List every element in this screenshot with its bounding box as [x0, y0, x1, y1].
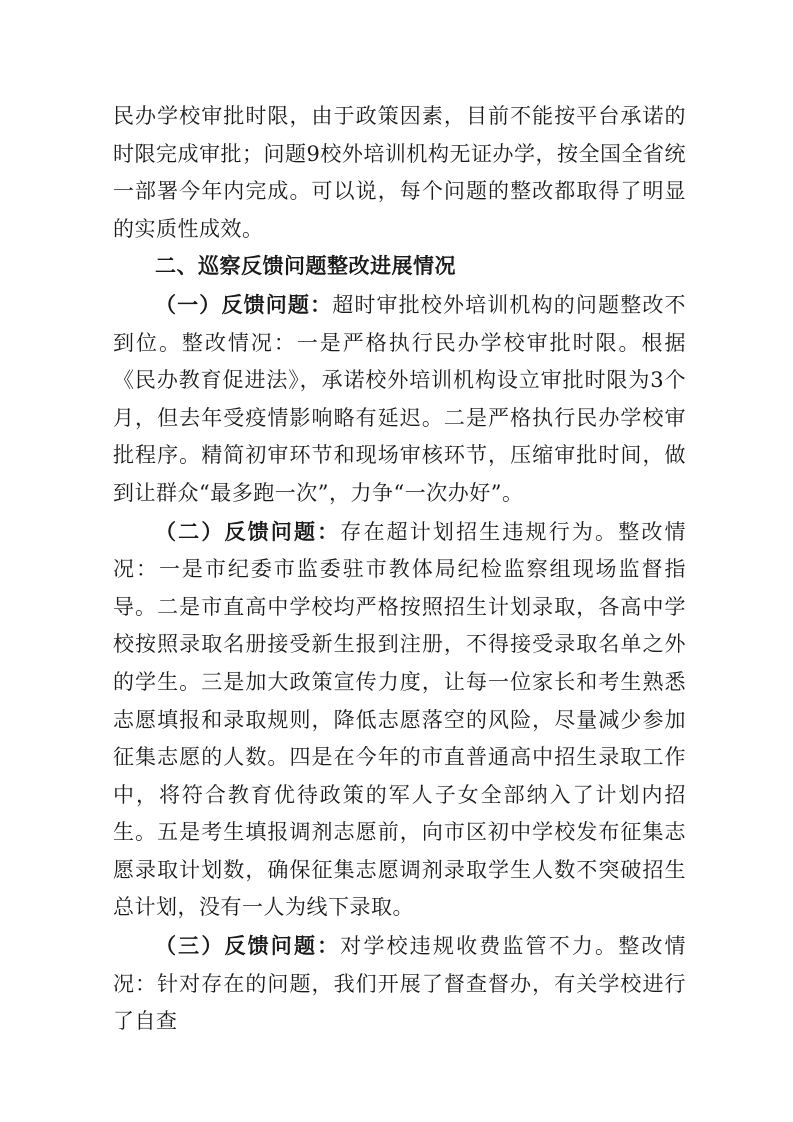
- item-1-lead: （一）反馈问题：: [155, 291, 333, 317]
- paragraph-continuation: 民办学校审批时限，由于政策因素，目前不能按平台承诺的时限完成审批；问题9校外培训机构无证办学，按全国全省统一部署今年内完成。可以说，每个问题的整改都取得了明显的实质性成效。: [113, 104, 686, 241]
- item-2-lead: （二）反馈问题：: [155, 518, 341, 544]
- item-1-body: 超时审批校外培训机构的问题整改不到位。整改情况：一是严格执行民办学校审批时限。根据《民办教育促进法》，承诺校外培训机构设立审批时限为3个月，但去年受疫情影响略有延迟。二是严格执行民办学校审批程序。精简初审环节和现场审核环节，压缩审批时间，做到让群众“最多跑一次”，力争“一次办好”。: [113, 292, 686, 505]
- item-3-paragraph: [113, 927, 686, 1041]
- item-2-body: 存在超计划招生违规行为。整改情况：一是市纪委市监委驻市教体局纪检监察组现场监督指导。二是市直高中学校均严格按照招生计划录取，各高中学校按照录取名册接受新生报到注册，不得接受录取名单之外的学生。三是加大政策宣传力度，让每一位家长和考生熟悉志愿填报和录取规则，降低志愿落空的风险，尽量减少参加征集志愿的人数。四是在今年的市直普通高中招生录取工作中，将符合教育优待政策的军人子女全部纳入了计划内招生。五是考生填报调剂志愿前，向市区初中学校发布征集志愿录取计划数，确保征集志愿调剂录取学生人数不突破招生总计划，没有一人为线下录取。: [113, 519, 687, 920]
- document-page: [113, 98, 686, 1041]
- item-1-paragraph: [113, 286, 686, 513]
- section-heading: 二、巡察反馈问题整改进展情况: [155, 254, 456, 279]
- item-2-paragraph: [113, 513, 686, 928]
- item-3-lead: （三）反馈问题：: [155, 933, 341, 959]
- item-3-body: 对学校违规收费监管不力。整改情况：针对存在的问题，我们开展了督查督办，有关学校进行了自查: [113, 934, 687, 1034]
